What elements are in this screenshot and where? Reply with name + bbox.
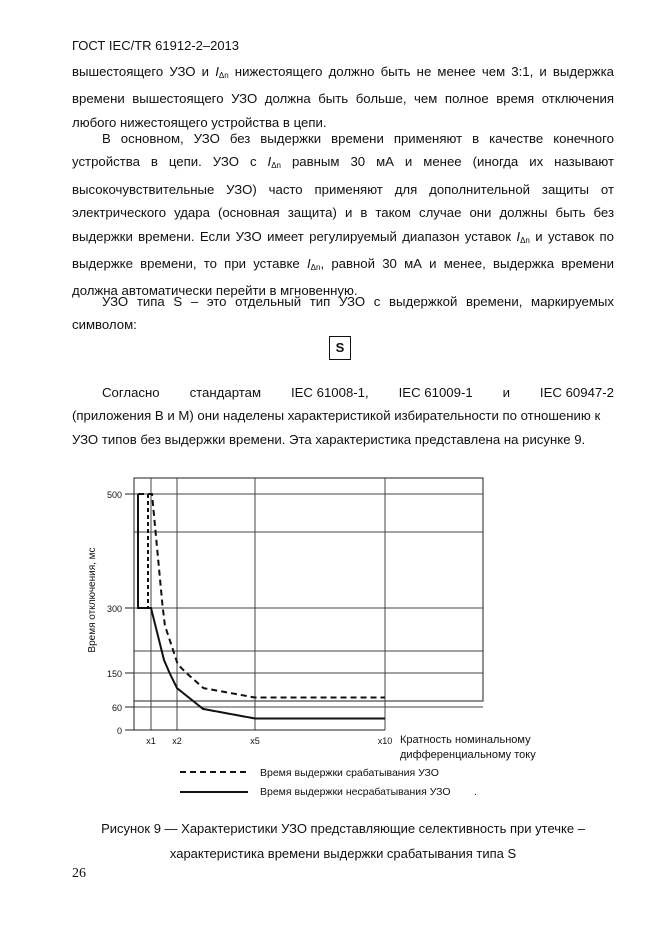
- paragraph-3: УЗО типа S – это отдельный тип УЗО с выдержкой времени, маркируемых символом:: [72, 294, 614, 333]
- p4-word-6: IEC 60947-2: [539, 385, 614, 400]
- x-tick-label: x1: [146, 736, 156, 746]
- p2-text-4: , равной 30 мА и менее, выдержка времени должна автоматически перейти в мгновенную.: [72, 256, 614, 299]
- p2-text-3: и уставок по выдержке времени, то при уставке: [72, 228, 615, 272]
- series-release-time-dashed: [138, 494, 385, 698]
- chart-gridlines: [134, 478, 483, 730]
- y-tick-label: 150: [106, 669, 122, 679]
- p2-current-symbol-1: I: [267, 154, 272, 170]
- p1-current-symbol: I: [215, 64, 219, 79]
- y-tick-label: 300: [106, 604, 122, 614]
- paragraph-4-line-3: УЗО типов без выдержки времени. Эта характеристика представлена на рисунке 9.: [72, 432, 586, 447]
- y-tick-label: 60: [111, 703, 122, 713]
- type-s-symbol: S: [329, 336, 351, 360]
- legend-suffix: .: [474, 786, 477, 798]
- p2-current-symbol-3: I: [306, 256, 311, 272]
- p1-text-b: нижестоящего должно быть не менее чем 3:1, и выдержка времени вышестоящего УЗО должна быть больше, чем полное время отключения любого нижестоящего устройства в цепи.: [72, 64, 614, 130]
- paragraph-1: [72, 60, 614, 134]
- x-tick-label: x5: [250, 736, 260, 746]
- x-tick-label: x10: [377, 736, 393, 746]
- selectivity-chart: [0, 470, 661, 800]
- paragraph-2: [72, 127, 614, 303]
- p4-word-5: и: [502, 385, 510, 400]
- p4-word-2: стандартам: [189, 385, 262, 400]
- x-tick-labels: [146, 736, 392, 746]
- p2-current-symbol-2: I: [516, 228, 521, 244]
- y-tick-label: 0: [116, 726, 122, 736]
- x-axis-label-line-2: дифференциальному току: [400, 749, 536, 761]
- series-non-release-time-solid: [137, 608, 385, 719]
- p4-word-4: IEC 61009-1: [398, 385, 473, 400]
- document-header: ГОСТ IEC/TR 61912-2–2013: [72, 38, 240, 53]
- p2-current-subscript-1: Δn: [271, 161, 281, 171]
- chart-border: [134, 478, 483, 701]
- y-tick-label: 500: [106, 490, 122, 500]
- p2-text-1: В основном, УЗО без выдержки времени применяют в качестве конечного устройства в цепи. УЗО с: [72, 131, 614, 170]
- figure-caption-line-1: Рисунок 9 — Характеристики УЗО представляющие селективность при утечке –: [101, 821, 585, 836]
- p2-text-2: равным 30 мА и менее (иногда их называют высокочувствительные УЗО) часто применяют для дополнительной защиты от электрического удара (основная защита) и в таком случае они должны быть без выдержки времени. Если УЗО имеет регулируемый диапазон уставок: [72, 154, 614, 244]
- p2-current-subscript-3: Δn: [310, 263, 321, 273]
- p4-word-3: IEC 61008-1,: [290, 385, 369, 400]
- x-axis-label-line-1: Кратность номинальному: [400, 734, 531, 746]
- p1-current-subscript: Δn: [218, 71, 229, 80]
- paragraph-4-line-1: [72, 385, 614, 400]
- y-tick-labels: [107, 490, 134, 736]
- page-number: 26: [72, 866, 86, 881]
- p1-text-a: вышестоящего УЗО и: [72, 64, 216, 79]
- legend-dashed-label: Время выдержки срабатывания УЗО: [260, 767, 439, 779]
- legend-solid-label: Время выдержки несрабатывания УЗО: [260, 786, 451, 798]
- x-tick-label: x2: [172, 736, 182, 746]
- p2-current-subscript-2: Δn: [520, 235, 530, 245]
- paragraph-4-line-2: (приложения В и М) они наделены характеристикой избирательности по отношению к: [72, 408, 601, 423]
- y-axis-label: Время отключения, мс: [87, 547, 98, 653]
- chart-frame: [134, 478, 483, 701]
- p4-word-1: Согласно: [102, 385, 160, 400]
- figure-caption-line-2: характеристика времени выдержки срабатывания типа S: [169, 846, 517, 861]
